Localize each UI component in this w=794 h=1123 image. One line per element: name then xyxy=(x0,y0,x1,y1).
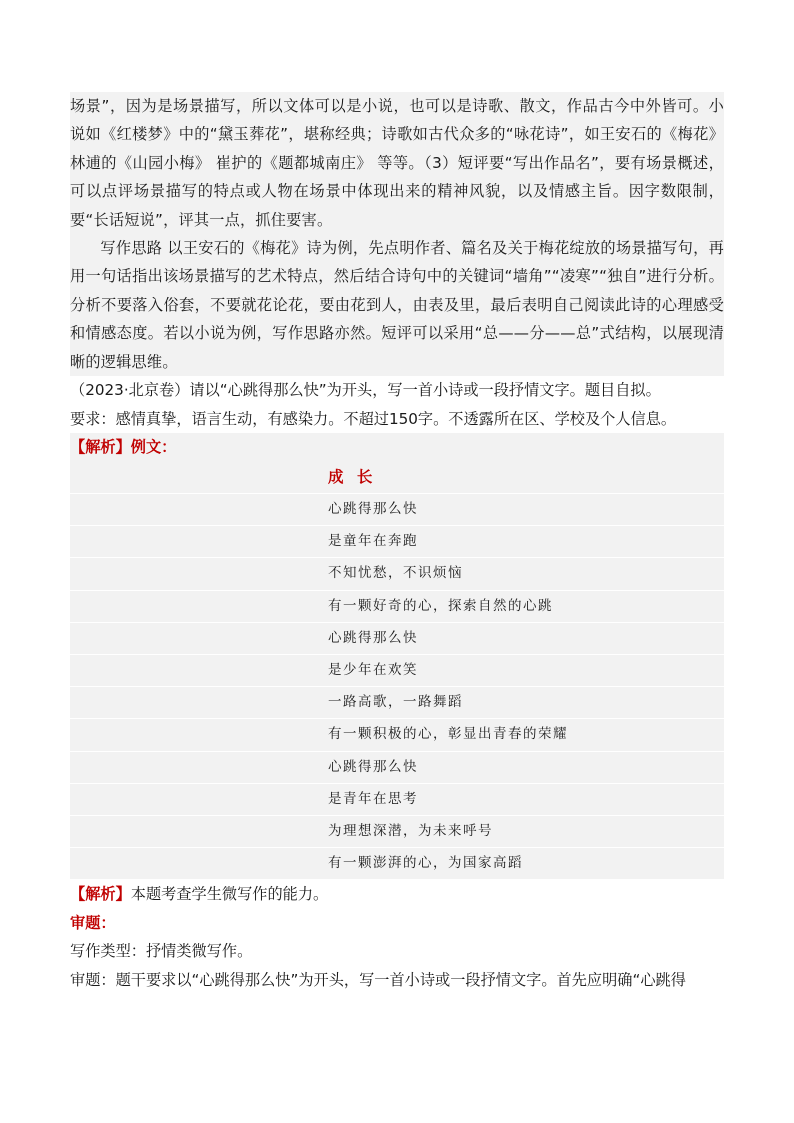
poem-line: 一路高歌，一路舞蹈 xyxy=(70,687,724,719)
poem-line: 有一颗澎湃的心，为国家高蹈 xyxy=(70,848,724,880)
shaded-answer-block xyxy=(70,92,724,376)
poem-line: 是少年在欢笑 xyxy=(70,655,724,687)
writing-type: 写作类型：抒情类微写作。 xyxy=(70,942,253,961)
poem-line: 为理想深潜，为未来呼号 xyxy=(70,816,724,848)
poem-line: 心跳得那么快 xyxy=(70,623,724,655)
poem-line: 有一颗好奇的心，探索自然的心跳 xyxy=(70,591,724,623)
document-page xyxy=(70,92,724,995)
paragraph-scene-analysis: 场景”，因为是场景描写，所以文体可以是小说，也可以是诗歌、散文，作品古今中外皆可。小说如《红楼梦》中的“黛玉葬花”，堪称经典；诗歌如古代众多的“咏花诗”，如王安石的《梅花》 林逋的《山园小梅》 崔护的《题都城南庄》 等等。（3）短评要“写出作品名”，要有场景概述，可以点评场景描写的特点或人物在场景中体现出来的精神风貌，以及情感主旨。因字数限制，要“长话短说”，评其一点，抓住要害。 xyxy=(70,97,724,229)
poem-line: 不知忧愁，不识烦恼 xyxy=(70,558,724,590)
poem-line: 是青年在思考 xyxy=(70,784,724,816)
analysis-label: 【解析】 xyxy=(70,885,131,904)
poem-line: 有一颗积极的心，彰显出青春的荣耀 xyxy=(70,719,724,751)
analysis-line xyxy=(70,880,724,909)
paragraph-writing-idea: 写作思路 以王安石的《梅花》诗为例，先点明作者、篇名及关于梅花绽放的场景描写句，再用一句话指出该场景描写的艺术特点，然后结合诗句中的关键词“墙角”“凌寒”“独自”进行分析。分析不要落入俗套，不要就花论花，要由花到人，由表及里，最后表明自己阅读此诗的心理感受和情感态度。若以小说为例，写作思路亦然。短评可以采用“总——分——总”式结构，以展现清晰的逻辑思维。 xyxy=(70,239,724,371)
poem-lines xyxy=(70,494,724,880)
poem-line: 心跳得那么快 xyxy=(70,494,724,526)
analysis-text: 本题考查学生微写作的能力。 xyxy=(130,885,329,904)
analysis-label-example: 【解析】例文： xyxy=(70,438,177,457)
shenti-text: 审题：题干要求以“心跳得那么快”为开头，写一首小诗或一段抒情文字。首先应明确“心跳得 xyxy=(70,971,686,990)
poem-line: 心跳得那么快 xyxy=(70,752,724,784)
question-line-1: （2023·北京卷）请以“心跳得那么快”为开头，写一首小诗或一段抒情文字。题目自拟。 xyxy=(70,381,661,400)
question-requirements: 要求：感情真挚，语言生动，有感染力。不超过150字。不透露所在区、学校及个人信息。 xyxy=(70,409,677,428)
poem-title: 成 长 xyxy=(70,462,724,494)
poem-line: 是童年在奔跑 xyxy=(70,526,724,558)
shenti-heading: 审题： xyxy=(70,913,116,932)
example-essay-block xyxy=(70,433,724,880)
